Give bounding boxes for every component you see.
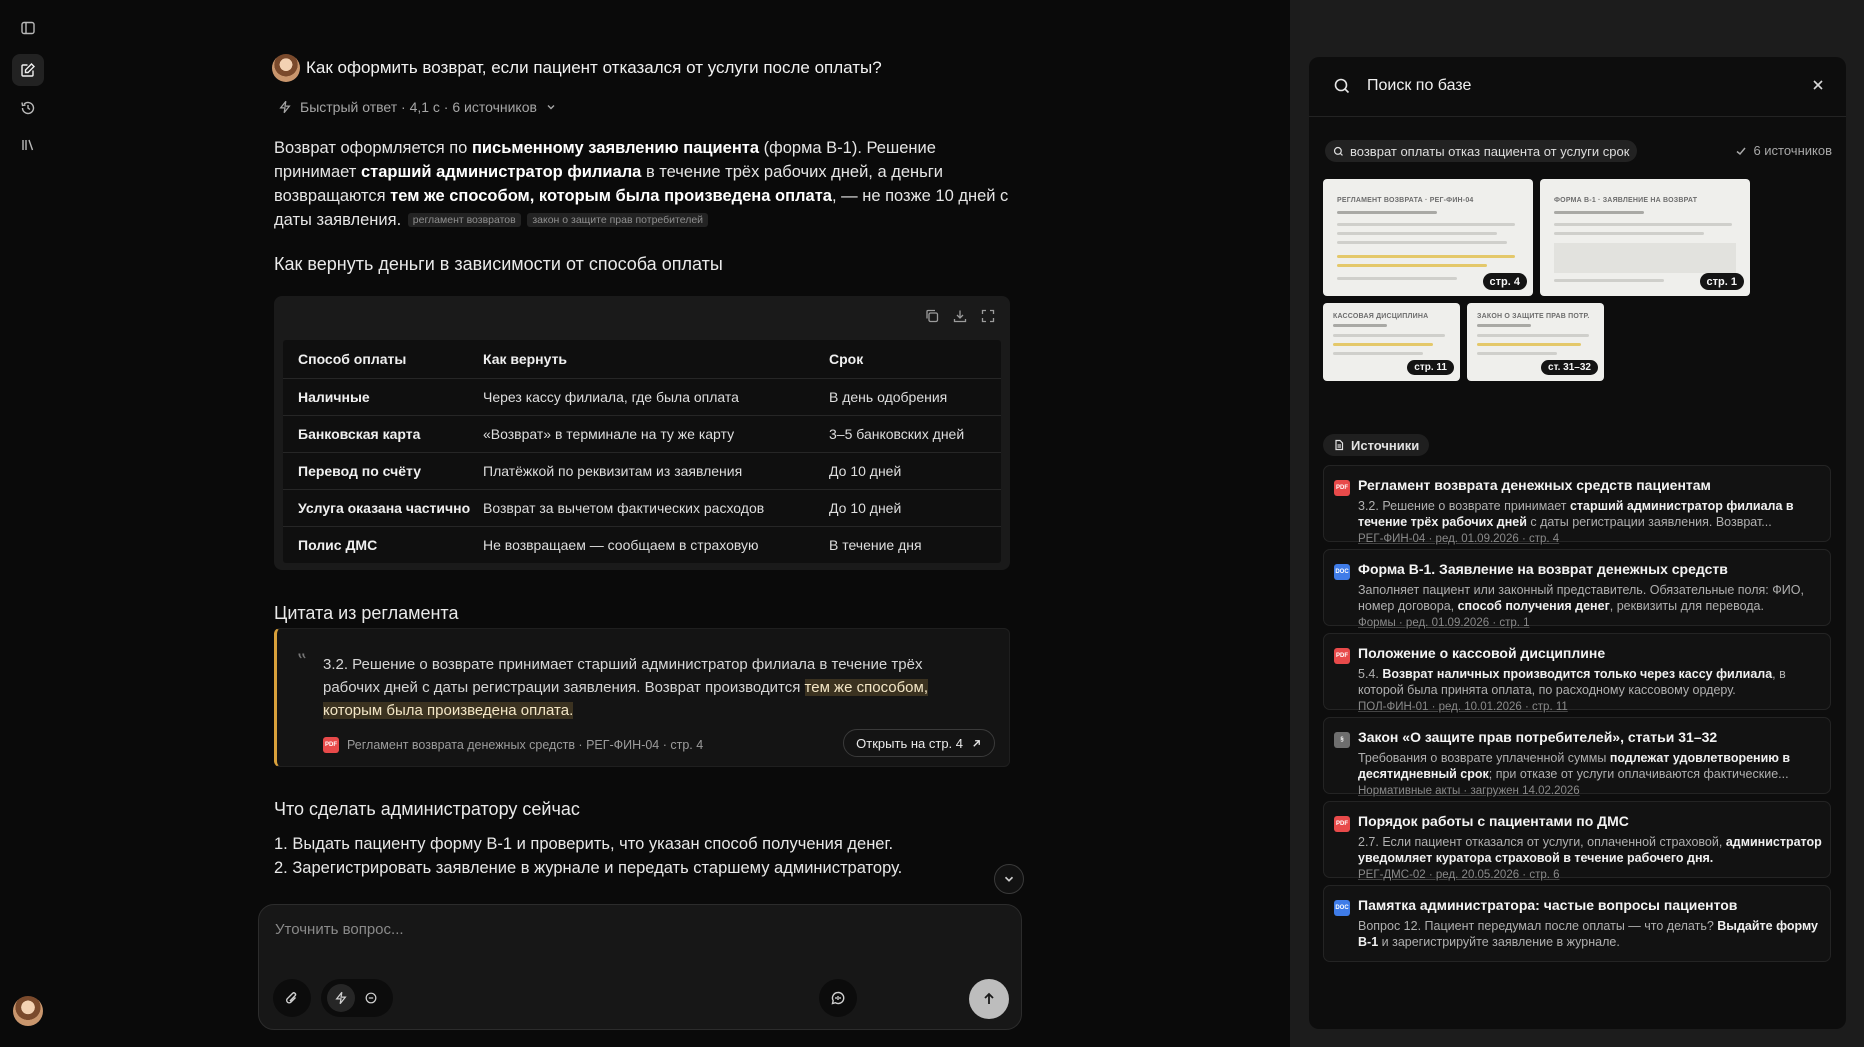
- thumbnail-line: [1337, 211, 1437, 214]
- thumbnail-line: [1554, 232, 1704, 235]
- snippet-text: и зарегистрируйте заявление в журнале.: [1378, 935, 1620, 949]
- chevron-down-icon: [1002, 872, 1016, 886]
- thumbnail-highlight-line: [1337, 264, 1487, 267]
- left-rail: [0, 0, 56, 1047]
- attach-button[interactable]: [273, 979, 311, 1017]
- search-icon: [1333, 146, 1344, 157]
- source-card[interactable]: [1323, 717, 1831, 797]
- source-meta: ПОЛ-ФИН-01 · ред. 10.01.2026 · стр. 11: [1358, 701, 1568, 713]
- chat-bubble-icon: [830, 990, 846, 1006]
- chat-area: [56, 0, 1290, 1047]
- source-snippet: [1358, 582, 1822, 614]
- thumbnail-line: [1337, 223, 1515, 226]
- source-meta: Формы · ред. 01.09.2026 · стр. 1: [1358, 617, 1530, 629]
- thumbnail-line: [1333, 324, 1387, 327]
- answer-meta-text: Быстрый ответ · 4,1 с · 6 источников: [300, 99, 537, 115]
- check-icon: [1735, 145, 1747, 157]
- bolt-icon: [334, 991, 348, 1005]
- todo-list: [274, 832, 1016, 880]
- source-title: Памятка администратора: частые вопросы пациентов: [1358, 897, 1738, 913]
- snippet-bold: способ получения денег: [1457, 599, 1610, 613]
- history-button[interactable]: [12, 92, 44, 124]
- pdf-icon: PDF: [1334, 648, 1350, 664]
- thumbnail-line: [1337, 241, 1507, 244]
- table-cell: До 10 дней: [829, 500, 902, 516]
- quote-source-text: Регламент возврата денежных средств · РЕГ-ФИН-04 · стр. 4: [347, 738, 704, 752]
- table-cell: Перевод по счёту: [298, 463, 421, 479]
- table-row: [283, 378, 1001, 415]
- search-query-chip[interactable]: [1325, 140, 1637, 162]
- expand-icon[interactable]: [980, 308, 996, 324]
- new-chat-button[interactable]: [12, 54, 44, 86]
- send-button[interactable]: [969, 979, 1009, 1019]
- pdf-icon: PDF: [323, 737, 339, 753]
- page-badge: стр. 11: [1407, 360, 1454, 375]
- table-cell: Наличные: [298, 389, 370, 405]
- bolt-icon: [278, 100, 292, 114]
- source-snippet: [1358, 498, 1822, 530]
- snippet-bold: старший администратор филиала в течение трёх рабочих дней: [1358, 499, 1794, 529]
- todo-item: 2. Зарегистрировать заявление в журнале и передать старшему администратору.: [274, 859, 903, 877]
- source-card[interactable]: [1323, 885, 1831, 962]
- open-page-label: Открыть на стр. 4: [856, 735, 963, 751]
- snippet-text: , реквизиты для перевода.: [1609, 599, 1764, 613]
- table-toolbar: [924, 308, 996, 324]
- history-icon: [20, 100, 36, 116]
- table-header-row: [283, 340, 1001, 378]
- quote-heading: Цитата из регламента: [274, 603, 459, 623]
- document-thumbnail[interactable]: [1323, 303, 1460, 381]
- paperclip-icon: [284, 990, 300, 1006]
- pdf-icon: PDF: [1334, 816, 1350, 832]
- source-card[interactable]: [1323, 633, 1831, 713]
- sidebar-icon: [20, 20, 36, 36]
- source-title: Порядок работы с пациентами по ДМС: [1358, 813, 1629, 829]
- snippet-text: с даты регистрации заявления. Возврат...: [1526, 515, 1772, 529]
- thumbnail-line: [1477, 352, 1557, 355]
- composer: [258, 904, 1022, 1030]
- copy-icon[interactable]: [924, 308, 940, 324]
- sources-label: [1323, 434, 1429, 456]
- thumbnail-line: [1554, 279, 1664, 282]
- source-card[interactable]: [1323, 801, 1831, 881]
- user-avatar[interactable]: [13, 996, 43, 1026]
- thumbnail-title: ФОРМА В-1 · ЗАЯВЛЕНИЕ НА ВОЗВРАТ: [1554, 197, 1698, 204]
- source-title: Положение о кассовой дисциплине: [1358, 645, 1606, 661]
- regulation-quote: [274, 628, 1010, 767]
- snippet-bold: Возврат наличных производится только через кассу филиала: [1382, 667, 1773, 681]
- snippet-text: 5.4.: [1358, 667, 1383, 681]
- table-cell: Не возвращаем — сообщаем в страховую: [483, 537, 759, 553]
- quote-source: [323, 737, 703, 753]
- scroll-down-button[interactable]: [994, 864, 1024, 894]
- table-cell: В день одобрения: [829, 389, 948, 405]
- snippet-text: ; при отказе от услуги оплачиваются фактические...: [1488, 767, 1789, 781]
- thumbnail-line: [1477, 324, 1531, 327]
- download-icon[interactable]: [952, 308, 968, 324]
- voice-chat-button[interactable]: [819, 979, 857, 1017]
- toggle-sidebar-button[interactable]: [12, 12, 44, 44]
- column-header: Срок: [829, 351, 864, 367]
- thumbnail-line: [1337, 277, 1457, 280]
- table-cell: До 10 дней: [829, 463, 902, 479]
- table-cell: Платёжкой по реквизитам из заявления: [483, 463, 743, 479]
- doc-icon: DOC: [1334, 564, 1350, 580]
- source-title: Форма В-1. Заявление на возврат денежных средств: [1358, 561, 1728, 577]
- todo-item: 1. Выдать пациенту форму В-1 и проверить, что указан способ получения денег.: [274, 835, 894, 853]
- quote-icon: ‟: [297, 649, 308, 673]
- pdf-icon: PDF: [1334, 480, 1350, 496]
- source-card[interactable]: [1323, 465, 1831, 545]
- snippet-bold: подлежат удовлетворению в десятидневный срок: [1358, 751, 1791, 781]
- answer-bold: тем же способом, которым была произведена оплата: [390, 187, 832, 205]
- knowledge-search-panel: [1309, 57, 1846, 1029]
- follow-up-input[interactable]: [275, 917, 875, 941]
- open-page-button[interactable]: [843, 729, 995, 757]
- source-snippet: [1358, 918, 1822, 950]
- compose-icon: [20, 62, 36, 78]
- table-cell: В течение дня: [829, 537, 922, 553]
- question-avatar: [272, 54, 300, 82]
- column-header: Как вернуть: [483, 351, 568, 367]
- table-cell: Банковская карта: [298, 426, 421, 442]
- search-query-text: возврат оплаты отказ пациента от услуги срок: [1350, 143, 1630, 159]
- external-arrow-icon: [971, 738, 982, 749]
- table-cell: Возврат за вычетом фактических расходов: [483, 500, 765, 516]
- snippet-text: , в которой была принята оплата, по расходному кассовому ордеру.: [1358, 667, 1786, 697]
- source-card[interactable]: [1323, 549, 1831, 629]
- page-badge: ст. 31–32: [1541, 360, 1598, 375]
- table-row: [283, 415, 1001, 452]
- answer-text: в течение трёх рабочих дней, а деньги возвращаются: [274, 163, 943, 205]
- panel-header: [1309, 57, 1846, 117]
- document-thumbnail[interactable]: [1467, 303, 1604, 381]
- thumbnail-title: РЕГЛАМЕНТ ВОЗВРАТА · РЕГ-ФИН-04: [1337, 197, 1474, 204]
- document-icon: [1333, 439, 1345, 451]
- sources-count: [1735, 143, 1832, 158]
- answer-text: Возврат оформляется по: [274, 139, 472, 157]
- sources-count-text: 6 источников: [1753, 143, 1832, 158]
- panel-title: Поиск по базе: [1367, 77, 1472, 94]
- doc-icon: DOC: [1334, 900, 1350, 916]
- library-icon: [20, 137, 36, 153]
- source-snippet: [1358, 666, 1822, 698]
- law-document-icon: §: [1334, 732, 1350, 748]
- table-heading: Как вернуть деньги в зависимости от способа оплаты: [274, 254, 723, 274]
- thumbnail-title: ЗАКОН О ЗАЩИТЕ ПРАВ ПОТР.: [1477, 313, 1590, 320]
- source-snippet: [1358, 834, 1822, 866]
- snippet-bold: Выдайте форму В-1: [1358, 919, 1818, 949]
- page-badge: стр. 4: [1483, 273, 1527, 290]
- fast-mode-button[interactable]: [327, 984, 355, 1012]
- answer-mode-toggle: [321, 979, 393, 1017]
- table-cell: Услуга оказана частично: [298, 500, 471, 516]
- sources-label-text: Источники: [1351, 437, 1420, 453]
- circle-dots-icon: [364, 991, 378, 1005]
- answer-meta[interactable]: [278, 99, 557, 115]
- answer-text: (форма В-1). Решение принимает: [274, 139, 936, 181]
- library-button[interactable]: [12, 129, 44, 161]
- thumbnail-line: [1333, 334, 1445, 337]
- thumbnail-line: [1477, 334, 1589, 337]
- page-badge: стр. 1: [1700, 273, 1744, 290]
- table-cell: Через кассу филиала, где была оплата: [483, 389, 739, 405]
- answer-paragraph: [274, 136, 1016, 232]
- citation-tag[interactable]: регламент возвратов: [408, 213, 521, 227]
- source-meta: РЕГ-ФИН-04 · ред. 01.09.2026 · стр. 4: [1358, 533, 1560, 545]
- document-thumbnail[interactable]: [1323, 179, 1533, 296]
- thumbnail-form-block: [1554, 243, 1736, 273]
- todo-heading: Что сделать администратору сейчас: [274, 799, 580, 819]
- table-cell: Полис ДМС: [298, 537, 378, 553]
- answer-bold: старший администратор филиала: [360, 163, 642, 181]
- thumbnail-line: [1554, 223, 1732, 226]
- thumbnail-line: [1337, 232, 1497, 235]
- answer-bold: письменному заявлению пациента: [471, 139, 760, 157]
- column-header: Способ оплаты: [298, 351, 407, 367]
- user-question: Как оформить возврат, если пациент отказался от услуги после оплаты?: [306, 58, 882, 77]
- quote-highlight: тем же способом, которым была произведена оплата.: [323, 679, 928, 719]
- table-cell: 3–5 банковских дней: [829, 426, 965, 442]
- table-row: [283, 526, 1001, 563]
- snippet-text: Вопрос 12. Пациент передумал после оплаты — что делать?: [1358, 919, 1718, 933]
- citation-tag[interactable]: закон о защите прав потребителей: [527, 213, 708, 227]
- source-meta: РЕГ-ДМС-02 · ред. 20.05.2026 · стр. 6: [1358, 869, 1560, 881]
- snippet-text: 3.2. Решение о возврате принимает: [1358, 499, 1570, 513]
- document-thumbnail[interactable]: [1540, 179, 1750, 296]
- close-icon[interactable]: [1810, 77, 1826, 93]
- table-row: [283, 489, 1001, 526]
- refund-table-card: [274, 296, 1010, 570]
- source-title: Регламент возврата денежных средств пациентам: [1358, 477, 1711, 493]
- search-icon: [1333, 77, 1351, 95]
- thumbnail-title: КАССОВАЯ ДИСЦИПЛИНА: [1333, 313, 1429, 320]
- quote-text: [323, 653, 983, 722]
- source-meta: Нормативные акты · загружен 14.02.2026: [1358, 785, 1580, 797]
- source-title: Закон «О защите прав потребителей», статьи 31–32: [1358, 729, 1718, 745]
- thumbnail-line: [1554, 211, 1644, 214]
- thumbnail-highlight-line: [1337, 255, 1515, 258]
- snippet-text: Заполняет пациент или законный представитель. Обязательные поля: ФИО, номер договора,: [1358, 583, 1804, 613]
- thumbnail-highlight-line: [1333, 343, 1433, 346]
- refund-table: [283, 340, 1001, 563]
- chevron-down-icon: [545, 101, 557, 113]
- snippet-text: Требования о возврате уплаченной суммы: [1358, 751, 1610, 765]
- deep-mode-button[interactable]: [357, 984, 385, 1012]
- thumbnail-line: [1333, 352, 1423, 355]
- answer-text: , — не позже 10 дней с даты заявления.: [274, 187, 1009, 229]
- snippet-text: 2.7. Если пациент отказался от услуги, оплаченной страховой,: [1358, 835, 1726, 849]
- table-row: [283, 452, 1001, 489]
- snippet-bold: администратор уведомляет куратора страховой в течение рабочего дня.: [1358, 835, 1822, 865]
- thumbnail-highlight-line: [1477, 343, 1581, 346]
- quote-body: 3.2. Решение о возврате принимает старший администратор филиала в течение трёх рабочих дней с даты регистрации заявления. Возврат производится: [323, 656, 923, 696]
- source-snippet: [1358, 750, 1822, 782]
- arrow-up-icon: [981, 991, 997, 1007]
- table-cell: «Возврат» в терминале на ту же карту: [483, 426, 735, 442]
